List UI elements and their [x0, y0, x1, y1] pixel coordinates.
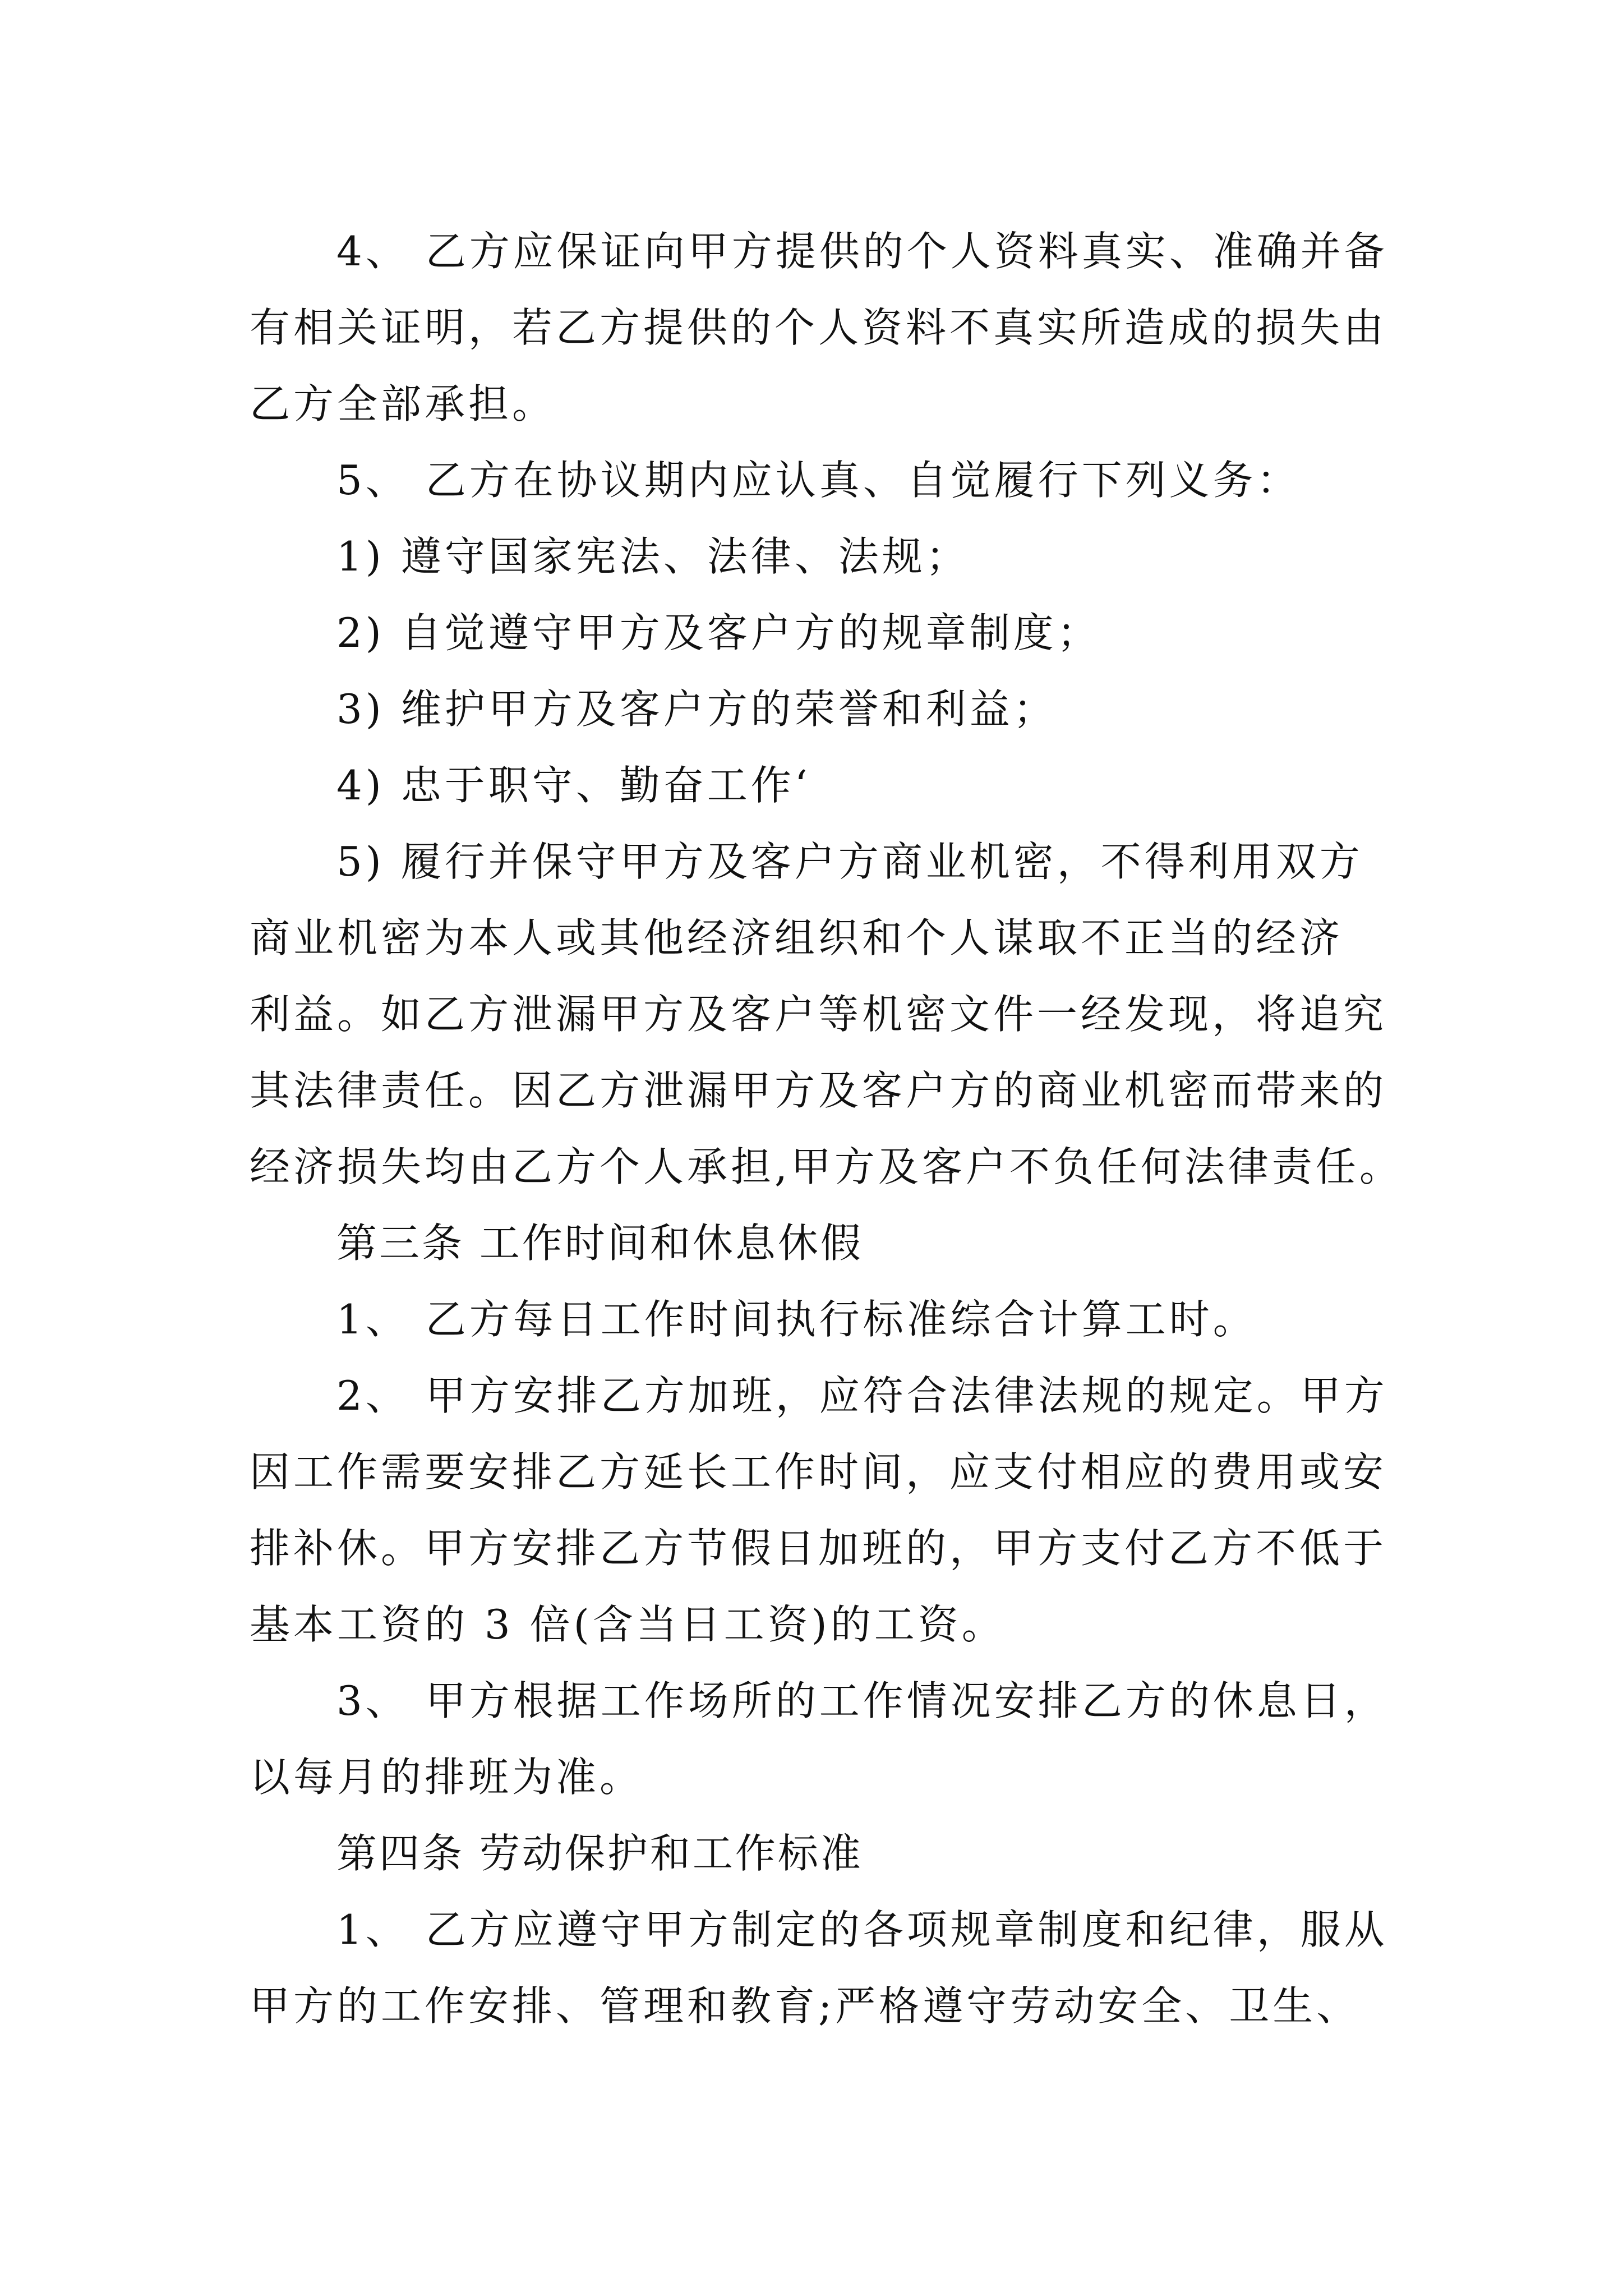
list-item: 1) 遵守国家宪法、法律、法规； — [336, 533, 970, 580]
text-line: 1、 乙方应遵守甲方制定的各项规章制度和纪律，服从 — [336, 1906, 1388, 1953]
section-heading: 第三条 工作时间和休息休假 — [336, 1220, 863, 1267]
text-line: 1、 乙方每日工作时间执行标准综合计算工时。 — [336, 1296, 1257, 1343]
text-line: 5、 乙方在协议期内应认真、自觉履行下列义务： — [336, 457, 1301, 504]
text-line: 2、 甲方安排乙方加班，应符合法律法规的规定。甲方 — [336, 1372, 1388, 1419]
text-line: 4、 乙方应保证向甲方提供的个人资料真实、准确并备 — [336, 228, 1388, 275]
text-line: 基本工资的 3 倍(含当日工资)的工资。 — [250, 1601, 1006, 1648]
section-heading: 第四条 劳动保护和工作标准 — [336, 1830, 863, 1877]
text-line: 因工作需要安排乙方延长工作时间，应支付相应的费用或安 — [250, 1448, 1387, 1496]
list-item: 5) 履行并保守甲方及客户方商业机密，不得利用双方 — [336, 838, 1363, 885]
text-line: 以每月的排班为准。 — [250, 1754, 644, 1801]
text-line: 3、 甲方根据工作场所的工作情况安排乙方的休息日， — [336, 1677, 1388, 1724]
list-item: 4) 忠于职守、勤奋工作‘ — [336, 762, 811, 809]
text-line: 经济损失均由乙方个人承担,甲方及客户不负任何法律责任。 — [250, 1143, 1403, 1190]
text-line: 商业机密为本人或其他经济组织和个人谋取不正当的经济 — [250, 914, 1344, 961]
list-item: 2) 自觉遵守甲方及客户方的规章制度； — [336, 609, 1101, 656]
text-line: 排补休。甲方安排乙方节假日加班的，甲方支付乙方不低于 — [250, 1525, 1387, 1572]
text-line: 乙方全部承担。 — [250, 380, 556, 427]
text-line: 有相关证明，若乙方提供的个人资料不真实所造成的损失由 — [250, 304, 1387, 351]
text-line: 甲方的工作安排、管理和教育;严格遵守劳动安全、卫生、 — [250, 1982, 1361, 2030]
list-item: 3) 维护甲方及客户方的荣誉和利益； — [336, 685, 1057, 733]
document-body — [250, 213, 1403, 2044]
text-line: 其法律责任。因乙方泄漏甲方及客户方的商业机密而带来的 — [250, 1067, 1387, 1114]
text-line: 利益。如乙方泄漏甲方及客户等机密文件一经发现，将追究 — [250, 991, 1387, 1038]
